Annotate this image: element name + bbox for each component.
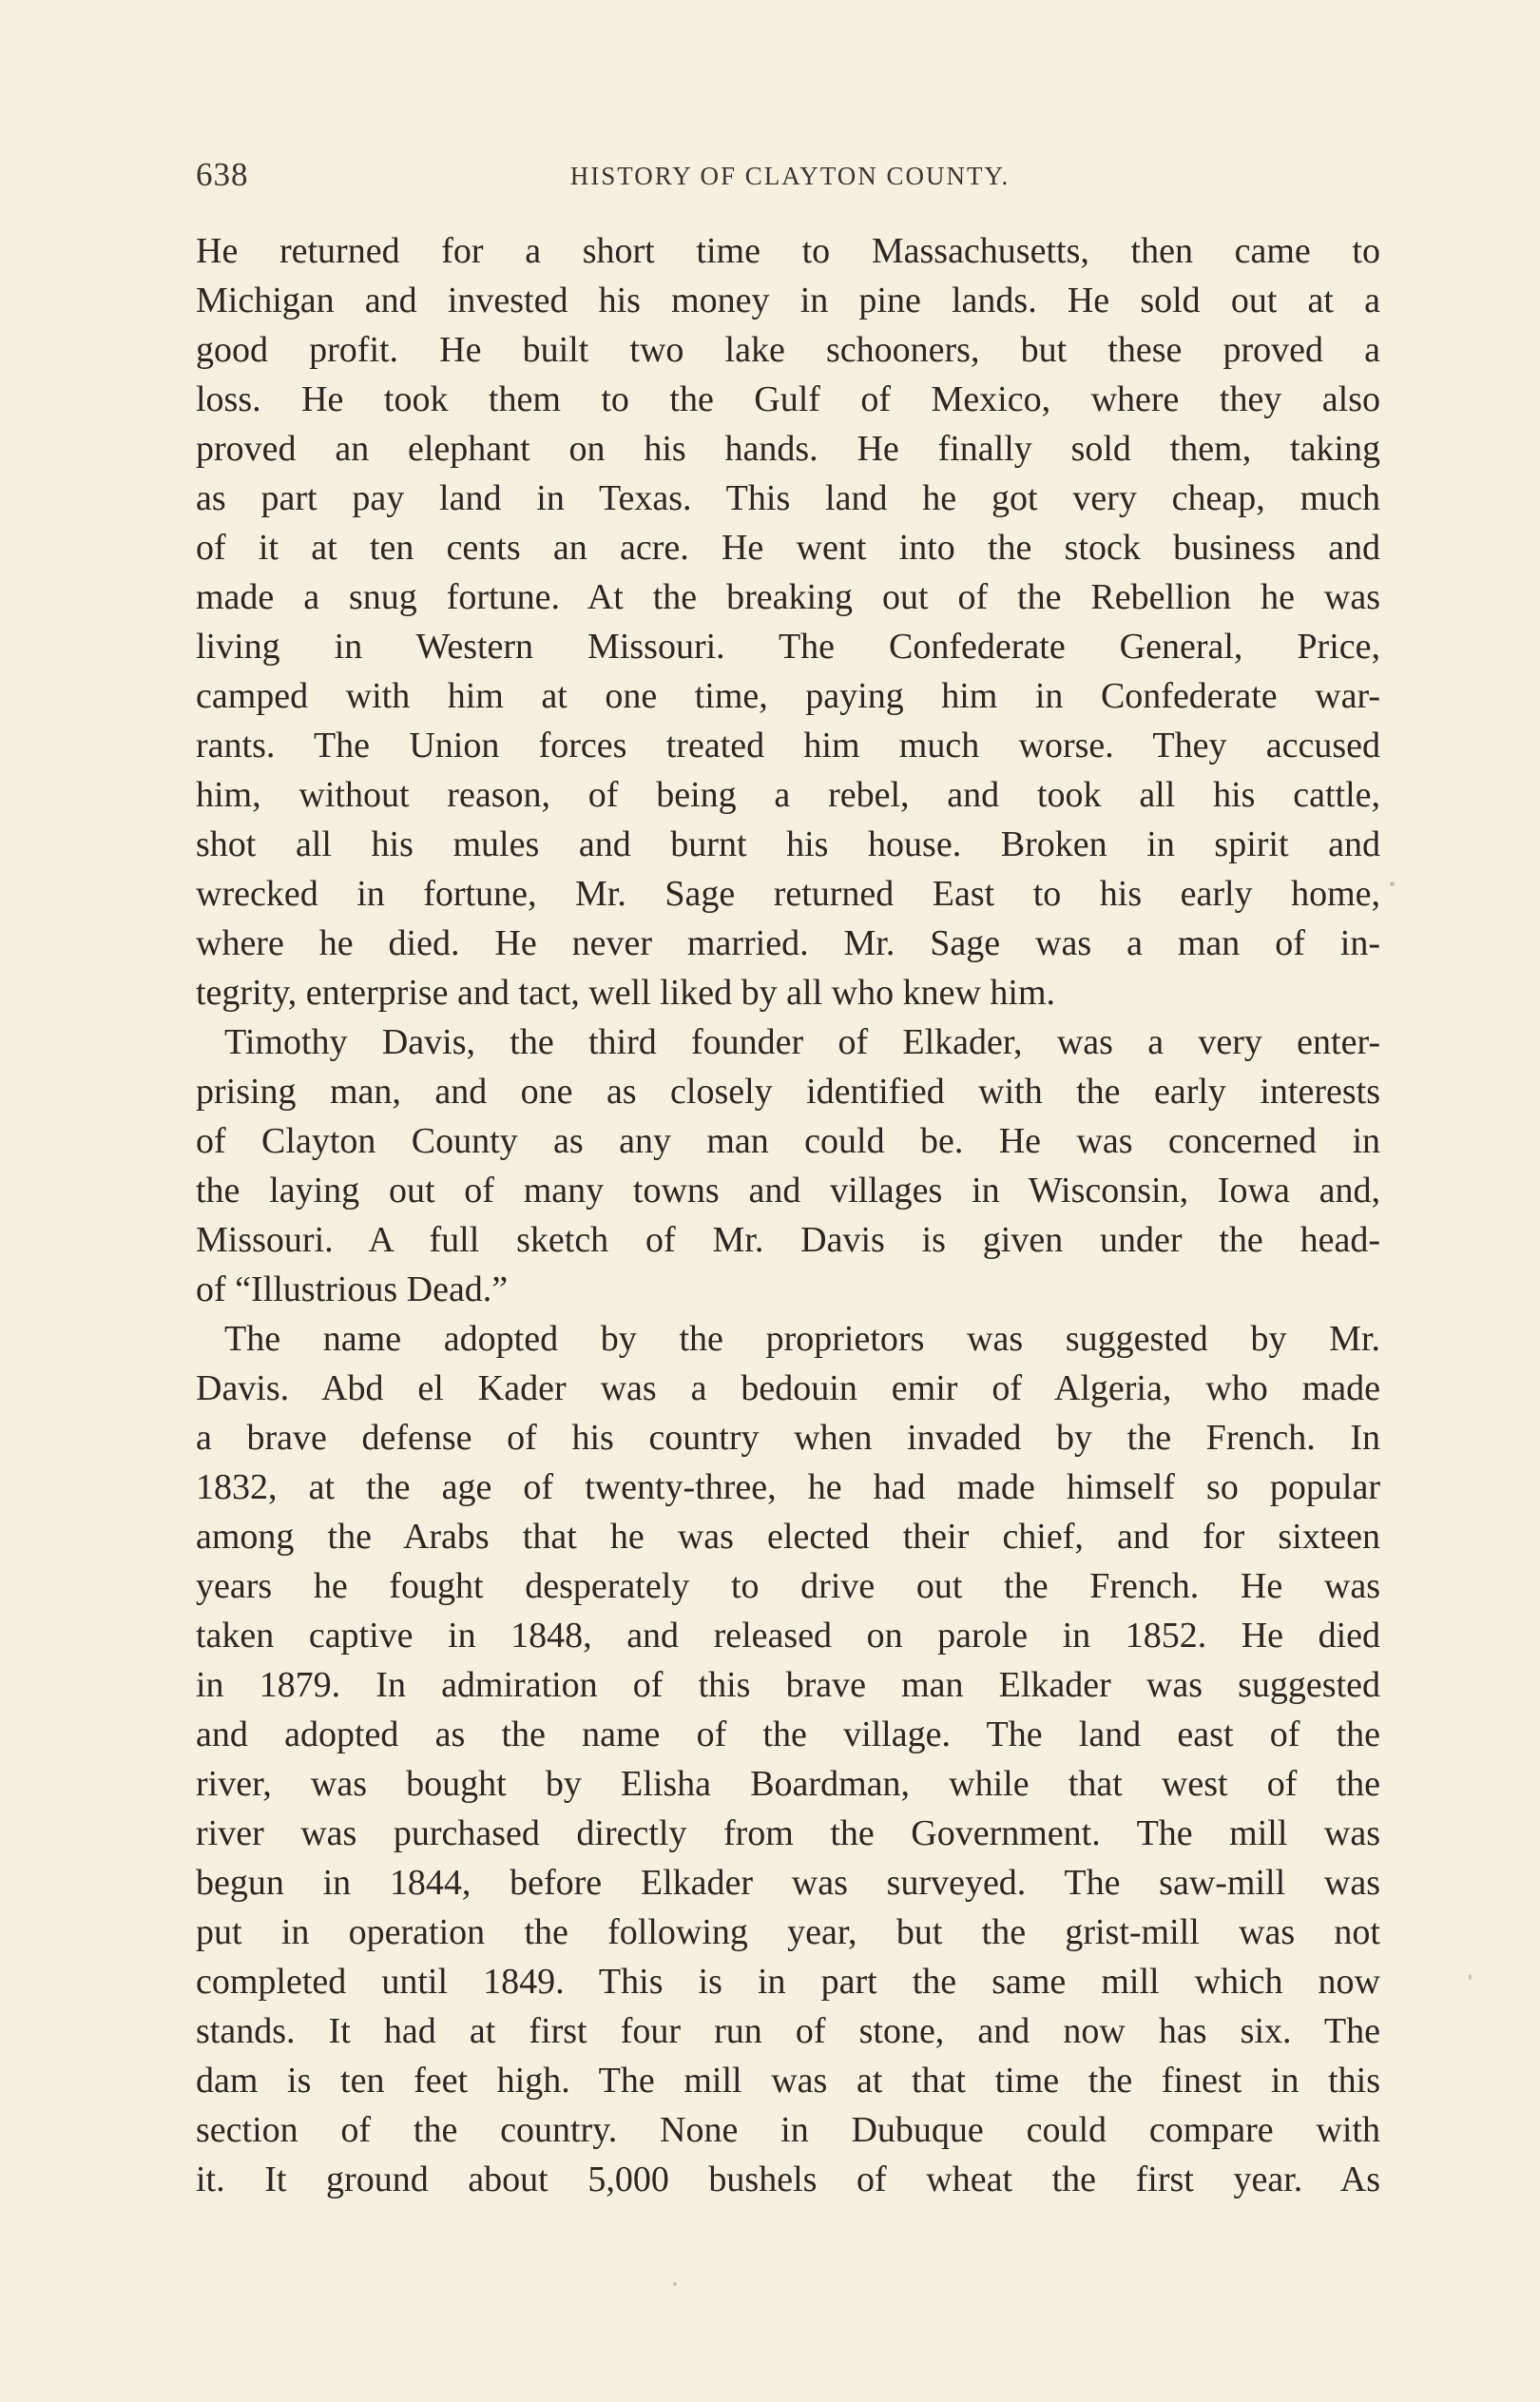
text-line: proved an elephant on his hands. He finally sold them, taking [196, 429, 1380, 469]
text-line: and adopted as the name of the village. The land east of the [196, 1714, 1380, 1754]
text-line: it. It ground about 5,000 bushels of wheat the first year. As [196, 2160, 1380, 2199]
running-head: HISTORY OF CLAYTON COUNTY. [569, 162, 1011, 190]
text-line: of Clayton County as any man could be. He was concerned in [196, 1121, 1380, 1161]
text-line: living in Western Missouri. The Confederate General, Price, [196, 627, 1380, 667]
text-line: put in operation the following year, but the grist-mill was not [196, 1912, 1380, 1952]
text-line: river was purchased directly from the Government. The mill was [196, 1813, 1380, 1853]
body-text [196, 226, 1380, 2204]
text-line: river, was bought by Elisha Boardman, while that west of the [196, 1764, 1380, 1804]
text-line: completed until 1849. This is in part the same mill which now [196, 1962, 1380, 2002]
text-line: good profit. He built two lake schooners, but these proved a [196, 330, 1380, 370]
page-number: 638 [196, 156, 249, 193]
text-line: Michigan and invested his money in pine lands. He sold out at a [196, 281, 1380, 320]
paragraph-sage [196, 226, 1380, 1017]
text-line: the laying out of many towns and villages in Wisconsin, Iowa and, [196, 1171, 1380, 1211]
text-line: stands. It had at first four run of stone, and now has six. The [196, 2011, 1380, 2051]
text-line: section of the country. None in Dubuque could compare with [196, 2110, 1380, 2150]
text-line: 1832, at the age of twenty-three, he had made himself so popular [196, 1467, 1380, 1507]
text-line: in 1879. In admiration of this brave man Elkader was suggested [196, 1665, 1380, 1705]
text-line: prising man, and one as closely identified with the early interests [196, 1072, 1380, 1112]
text-line: wrecked in fortune, Mr. Sage returned East to his early home, [196, 874, 1380, 914]
text-line: a brave defense of his country when invaded by the French. In [196, 1418, 1380, 1458]
text-line: where he died. He never married. Mr. Sage was a man of in- [196, 923, 1380, 963]
text-line: Timothy Davis, the third founder of Elkader, was a very enter- [224, 1022, 1380, 1062]
text-line: He returned for a short time to Massachusetts, then came to [196, 231, 1380, 271]
text-line: Missouri. A full sketch of Mr. Davis is given under the head- [196, 1220, 1380, 1260]
text-line: among the Arabs that he was elected their chief, and for sixteen [196, 1517, 1380, 1557]
text-line: camped with him at one time, paying him in Confederate war- [196, 676, 1380, 716]
paragraph-davis [196, 1017, 1380, 1314]
paper-speck [1469, 1974, 1472, 1980]
text-line: tegrity, enterprise and tact, well liked by all who knew him. [196, 973, 1056, 1013]
paper-speck [1390, 881, 1395, 886]
text-line: dam is ten feet high. The mill was at that time the finest in this [196, 2061, 1380, 2101]
text-line: begun in 1844, before Elkader was surveyed. The saw-mill was [196, 1863, 1380, 1903]
text-line: shot all his mules and burnt his house. Broken in spirit and [196, 824, 1380, 864]
paper-speck [673, 2282, 677, 2286]
paragraph-elkader-name [196, 1314, 1380, 2204]
text-line: of “Illustrious Dead.” [196, 1269, 509, 1309]
text-line: years he fought desperately to drive out the French. He was [196, 1566, 1380, 1606]
text-line: him, without reason, of being a rebel, and took all his cattle, [196, 775, 1380, 815]
text-line: of it at ten cents an acre. He went into the stock business and [196, 528, 1380, 568]
text-line: loss. He took them to the Gulf of Mexico, where they also [196, 379, 1380, 419]
text-line: as part pay land in Texas. This land he got very cheap, much [196, 478, 1380, 518]
text-line: made a snug fortune. At the breaking out of the Rebellion he was [196, 577, 1380, 617]
text-line: The name adopted by the proprietors was suggested by Mr. [224, 1319, 1380, 1359]
page-header [196, 156, 1384, 203]
text-line: taken captive in 1848, and released on parole in 1852. He died [196, 1616, 1380, 1656]
text-line: Davis. Abd el Kader was a bedouin emir of Algeria, who made [196, 1368, 1380, 1408]
text-line: rants. The Union forces treated him much worse. They accused [196, 726, 1380, 765]
